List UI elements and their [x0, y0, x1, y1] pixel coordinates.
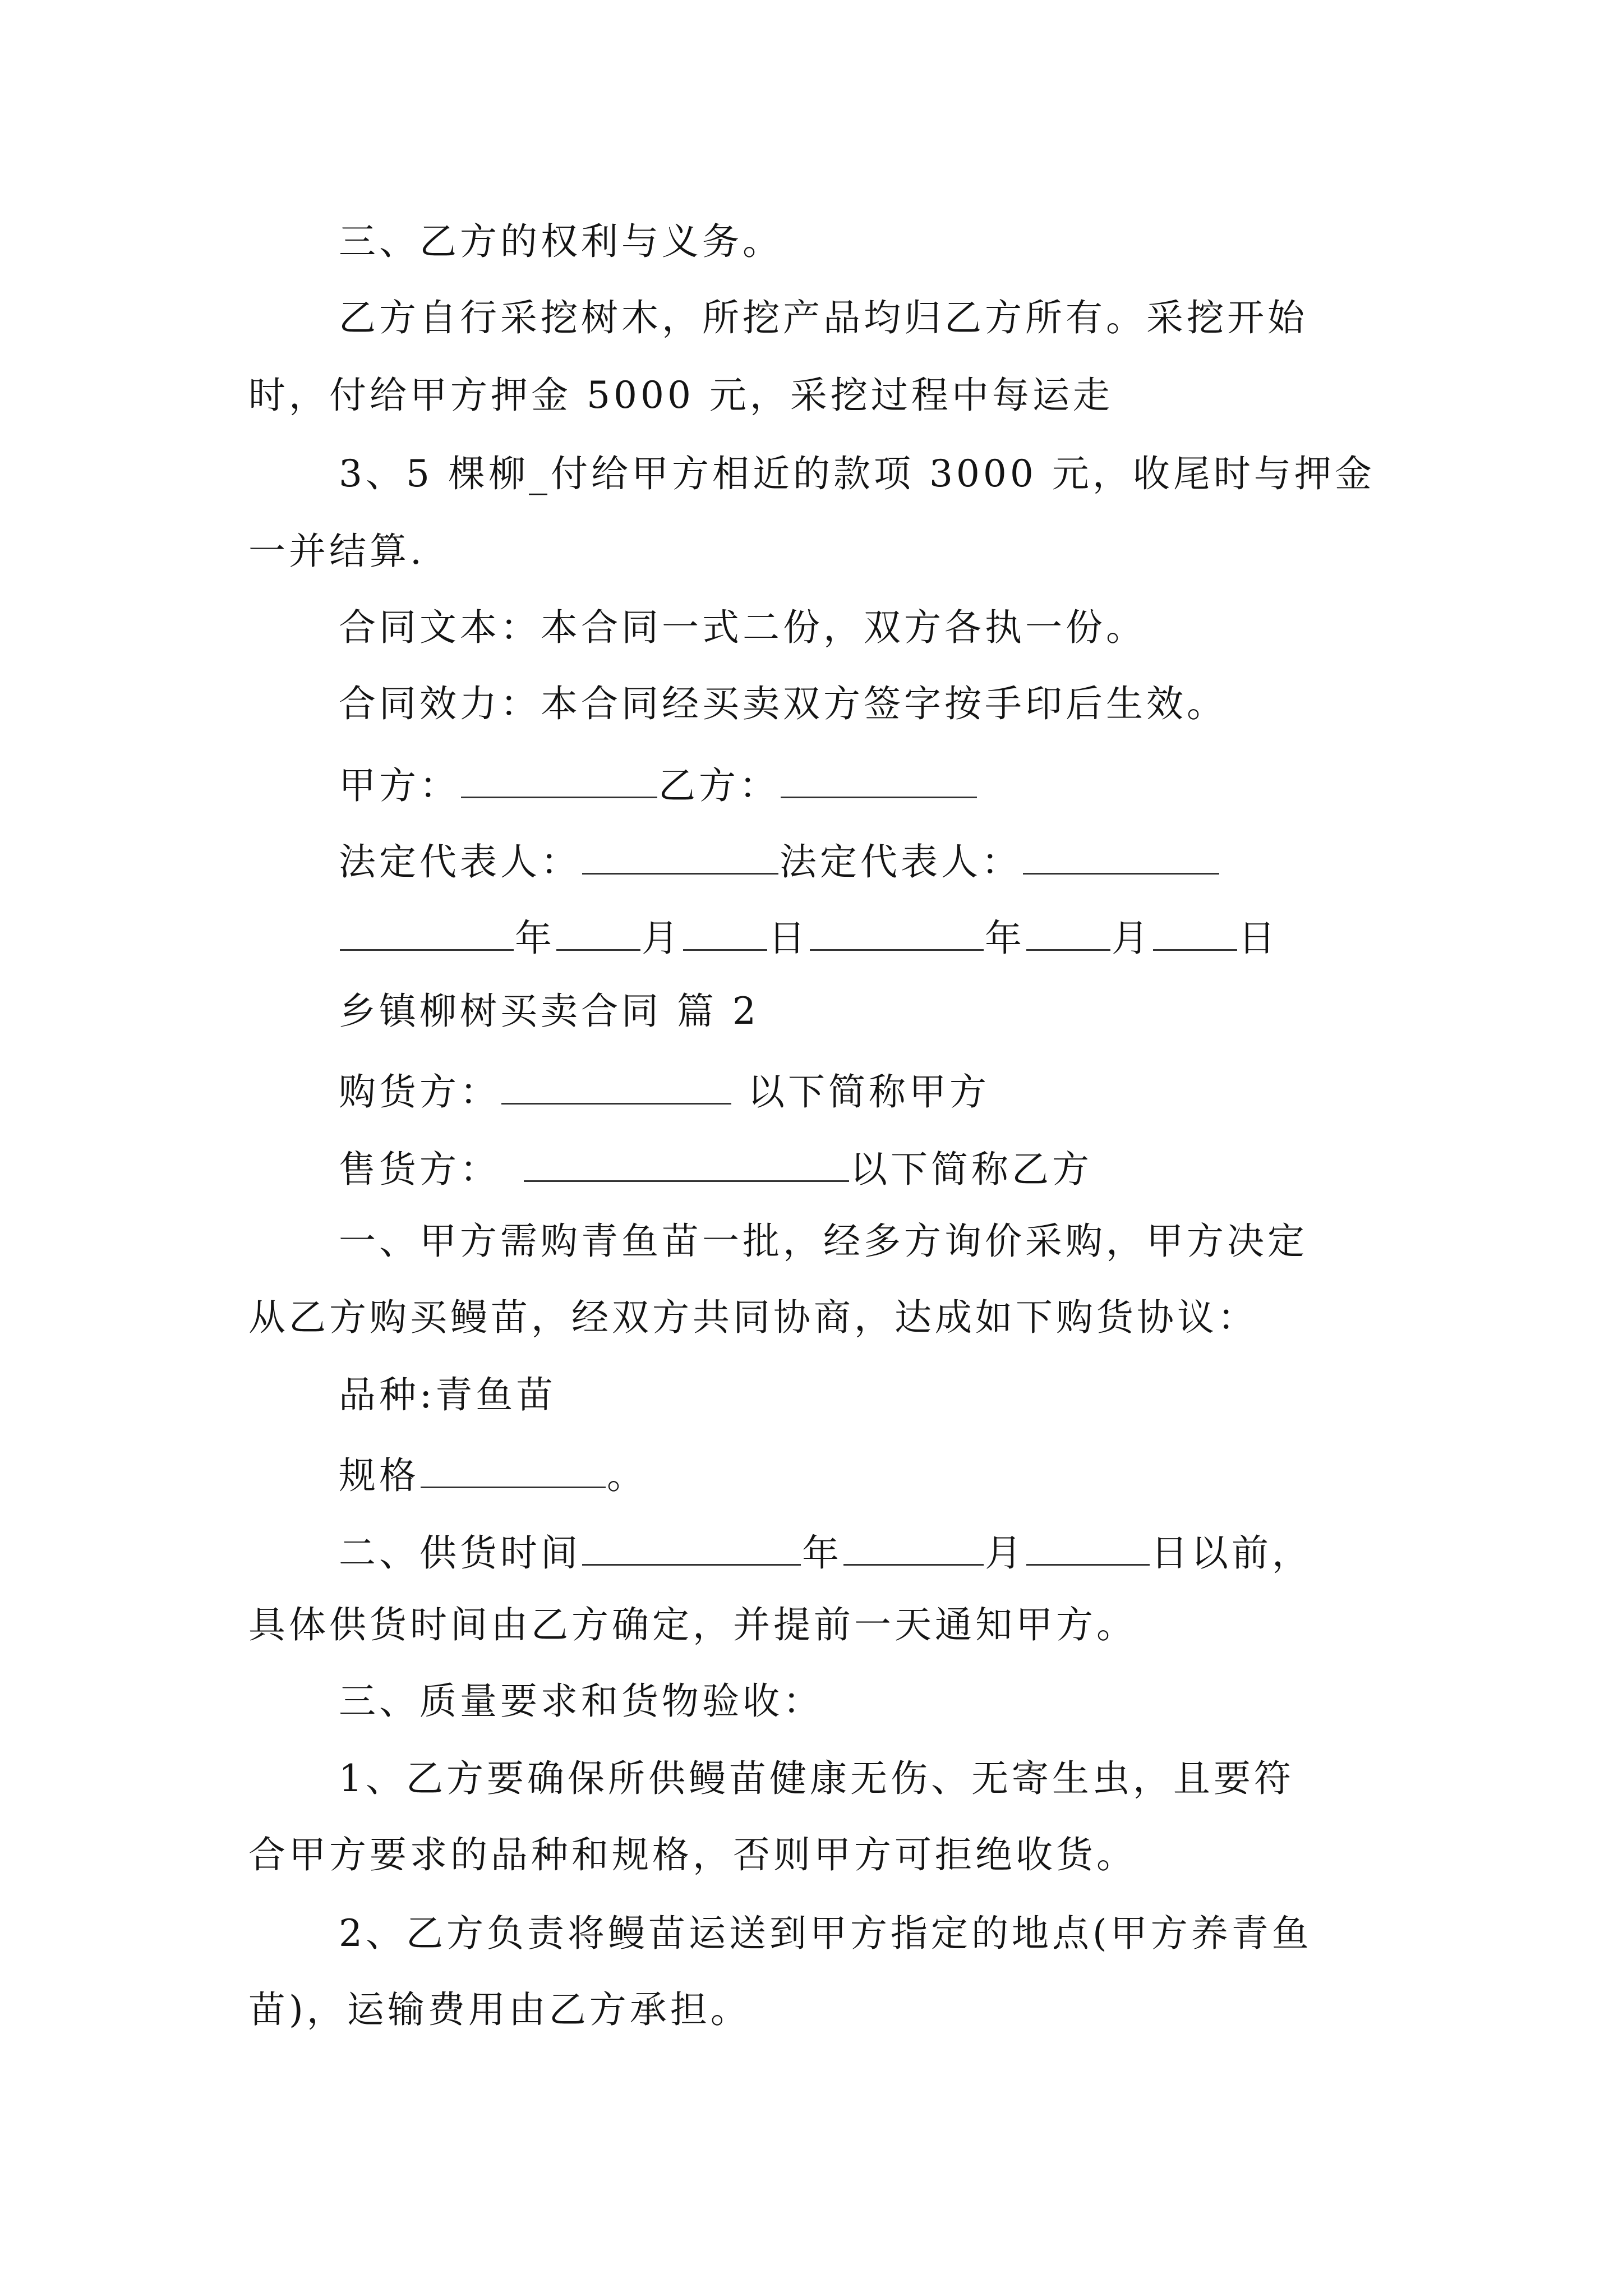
- rep-b-blank: [1023, 839, 1219, 875]
- paragraph-line: 1、乙方要确保所供鳗苗健康无伤、无寄生虫，且要符: [339, 1757, 1294, 1800]
- delivery-day-label: 日以前，: [1151, 1531, 1312, 1575]
- paragraph-line: 苗)，运输费用由乙方承担。: [248, 1988, 751, 2031]
- day-blank: [683, 915, 767, 951]
- party-b-label: 乙方：: [658, 764, 780, 807]
- rep-a-label: 法定代表人：: [339, 840, 581, 884]
- seller-note: 以下简称乙方: [850, 1148, 1092, 1191]
- month-blank: [1026, 915, 1110, 951]
- delivery-time-line: [339, 1530, 1312, 1575]
- section-heading-quality: 三、质量要求和货物验收：: [339, 1680, 823, 1723]
- date-line: [339, 915, 1279, 960]
- month-label: 月: [1112, 917, 1152, 960]
- paragraph-line: 一、甲方需购青鱼苗一批，经多方询价采购，甲方决定: [339, 1220, 1308, 1263]
- year-label: 年: [515, 917, 555, 960]
- year-label: 年: [985, 917, 1025, 960]
- section-heading-party-b-rights: 三、乙方的权利与义务。: [339, 220, 783, 263]
- paragraph-line: 合甲方要求的品种和规格，否则甲方可拒绝收货。: [248, 1833, 1137, 1876]
- delivery-day-blank: [1026, 1530, 1150, 1566]
- party-b-blank: [781, 763, 977, 798]
- party-a-label: 甲方：: [339, 764, 460, 807]
- delivery-month-label: 月: [985, 1531, 1025, 1575]
- rep-a-blank: [582, 839, 778, 875]
- paragraph-line: 合同文本：本合同一式二份，双方各执一份。: [339, 606, 1146, 649]
- seller-blank: [524, 1147, 849, 1182]
- buyer-blank: [501, 1069, 731, 1105]
- rep-b-label: 法定代表人：: [780, 840, 1022, 884]
- paragraph-line: 一并结算.: [248, 530, 425, 573]
- paragraph-line: 时，付给甲方押金 5000 元，采挖过程中每运走: [248, 374, 1113, 417]
- signature-line-representatives: [339, 839, 1220, 884]
- spec-blank: [421, 1453, 606, 1488]
- paragraph-line: 合同效力：本合同经买卖双方签字按手印后生效。: [339, 682, 1227, 725]
- month-label: 月: [642, 917, 682, 960]
- signature-line-parties: [339, 763, 978, 807]
- year-blank: [340, 915, 514, 951]
- buyer-note: 以下简称甲方: [732, 1070, 990, 1114]
- day-label: 日: [1238, 917, 1279, 960]
- spec-line: [339, 1453, 647, 1497]
- delivery-year-blank: [582, 1530, 801, 1566]
- seller-line: [339, 1147, 1092, 1191]
- paragraph-line: 从乙方购买鳗苗，经双方共同协商，达成如下购货协议：: [248, 1296, 1258, 1339]
- buyer-line: [339, 1069, 990, 1114]
- day-label: 日: [768, 917, 809, 960]
- seller-label: 售货方：: [339, 1148, 500, 1191]
- delivery-year-label: 年: [802, 1531, 842, 1575]
- paragraph-line: 乙方自行采挖树木，所挖产品均归乙方所有。采挖开始: [339, 296, 1308, 339]
- spec-end: 。: [607, 1454, 647, 1497]
- paragraph-line: 3、5 棵柳_付给甲方相近的款项 3000 元，收尾时与押金: [339, 452, 1375, 495]
- buyer-label: 购货方：: [339, 1070, 500, 1114]
- year-blank: [810, 915, 984, 951]
- day-blank: [1153, 915, 1237, 951]
- spec-label: 规格: [339, 1454, 419, 1497]
- party-a-blank: [461, 763, 657, 798]
- delivery-time-label: 二、供货时间: [339, 1531, 581, 1575]
- delivery-month-blank: [843, 1530, 984, 1566]
- paragraph-line: 2、乙方负责将鳗苗运送到甲方指定的地点(甲方养青鱼: [339, 1912, 1312, 1955]
- paragraph-line: 具体供货时间由乙方确定，并提前一天通知甲方。: [248, 1603, 1137, 1646]
- contract-title: 乡镇柳树买卖合同 篇 2: [339, 990, 759, 1033]
- month-blank: [556, 915, 640, 951]
- variety-line: 品种:青鱼苗: [339, 1373, 557, 1416]
